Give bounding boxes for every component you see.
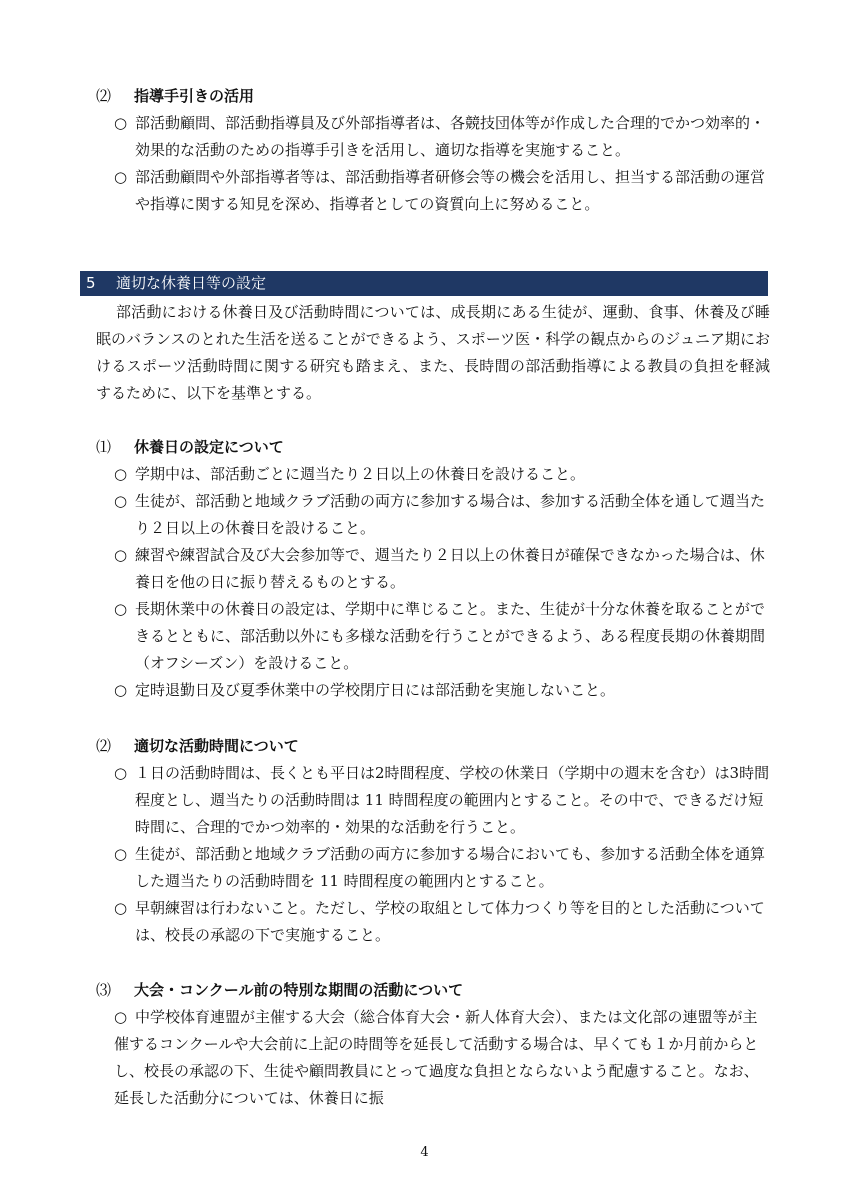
list-item [114, 164, 770, 218]
list-item [114, 677, 770, 704]
list-item-text: 中学校体育連盟が主催する大会（総合体育大会・新人体育大会）、または文化部の連盟等が主催するコンクールや大会前に上記の時間等を延長して活動する場合は、早くても１か月前からとし、校長の承認の下、生徒や顧問教員にとって過度な負担とならないよう配慮すること。なお、延長した活動分については、休養日に振 [114, 1008, 759, 1107]
bullet-circle-icon: ○ [114, 492, 128, 510]
list-item-text: 定時退勤日及び夏季休業中の学校閉庁日には部活動を実施しないこと。 [135, 681, 616, 699]
list-item [114, 1004, 770, 1112]
section-number: 5 [86, 274, 96, 292]
list-item-text: 部活動顧問や外部指導者等は、部活動指導者研修会等の機会を活用し、担当する部活動の運営や指導に関する知見を深め、指導者としての資質向上に努めること。 [135, 168, 766, 213]
subsection-number: ⑵ [96, 87, 112, 105]
list-item-text: 練習や練習試合及び大会参加等で、週当たり２日以上の休養日が確保できなかった場合は、休養日を他の日に振り替えるものとする。 [135, 546, 765, 591]
list-item-text: 部活動顧問、部活動指導員及び外部指導者は、各競技団体等が作成した合理的でかつ効率的・効果的な活動のための指導手引きを活用し、適切な指導を実施すること。 [135, 114, 766, 159]
list-item-text: 早朝練習は行わないこと。ただし、学校の取組として体力つくり等を目的とした活動については、校長の承認の下で実施すること。 [135, 899, 765, 944]
list-item-text: 生徒が、部活動と地域クラブ活動の両方に参加する場合においても、参加する活動全体を通算した週当たりの活動時間を 11 時間程度の範囲内とすること。 [135, 845, 766, 890]
guidance-bullet-list [114, 110, 770, 218]
list-item [114, 841, 770, 895]
subsection-heading-guidance [96, 85, 254, 107]
bullet-circle-icon: ○ [114, 546, 128, 564]
bullet-circle-icon: ○ [114, 681, 128, 699]
bullet-circle-icon: ○ [114, 899, 128, 917]
subsection-title: 大会・コンクール前の特別な期間の活動について [134, 981, 464, 999]
bullet-circle-icon: ○ [114, 168, 128, 186]
subsection-number: ⑶ [96, 981, 112, 999]
rest-days-bullet-list [114, 461, 770, 704]
list-item-text: 生徒が、部活動と地域クラブ活動の両方に参加する場合は、参加する活動全体を通して週当たり２日以上の休養日を設けること。 [135, 492, 766, 537]
subsection-number: ⑵ [96, 737, 112, 755]
section-title: 適切な休養日等の設定 [116, 274, 267, 292]
subsection-title: 適切な活動時間について [134, 737, 299, 755]
bullet-circle-icon: ○ [114, 114, 128, 132]
bullet-circle-icon: ○ [114, 1008, 128, 1026]
subsection-title: 休養日の設定について [134, 438, 284, 456]
subsection-heading-tournament-period [96, 979, 463, 1001]
list-item [114, 760, 770, 841]
subsection-number: ⑴ [96, 438, 112, 456]
list-item-text: 学期中は、部活動ごとに週当たり２日以上の休養日を設けること。 [135, 465, 586, 483]
section-heading-bar [80, 271, 768, 296]
bullet-circle-icon: ○ [114, 764, 128, 782]
list-item [114, 110, 770, 164]
subsection-heading-rest-days [96, 436, 284, 458]
bullet-circle-icon: ○ [114, 465, 128, 483]
list-item-text: １日の活動時間は、長くとも平日は2時間程度、学校の休業日（学期中の週末を含む）は3時間程度とし、週当たりの活動時間は 11 時間程度の範囲内とすること。その中で、できるだけ短時間に、合理的でかつ効率的・効果的な活動を行うこと。 [135, 764, 770, 836]
list-item [114, 895, 770, 949]
list-item [114, 488, 770, 542]
bullet-circle-icon: ○ [114, 845, 128, 863]
tournament-period-bullet-list [114, 1004, 770, 1112]
activity-hours-bullet-list [114, 760, 770, 949]
subsection-title: 指導手引きの活用 [134, 87, 255, 105]
list-item [114, 542, 770, 596]
bullet-circle-icon: ○ [114, 600, 128, 618]
list-item [114, 461, 770, 488]
section-intro-paragraph: 部活動における休養日及び活動時間については、成長期にある生徒が、運動、食事、休養及び睡眠のバランスのとれた生活を送ることができるよう、スポーツ医・科学の観点からのジュニア期におけるスポーツ活動時間に関する研究も踏まえ、また、長時間の部活動指導による教員の負担を軽減するために、以下を基準とする。 [96, 303, 770, 402]
page-number: 4 [420, 1145, 429, 1160]
list-item [114, 596, 770, 677]
list-item-text: 長期休業中の休養日の設定は、学期中に準じること。また、生徒が十分な休養を取ることができるとともに、部活動以外にも多様な活動を行うことができるよう、ある程度長期の休養期間（オフシーズン）を設けること。 [135, 600, 766, 672]
subsection-heading-activity-hours [96, 735, 299, 757]
